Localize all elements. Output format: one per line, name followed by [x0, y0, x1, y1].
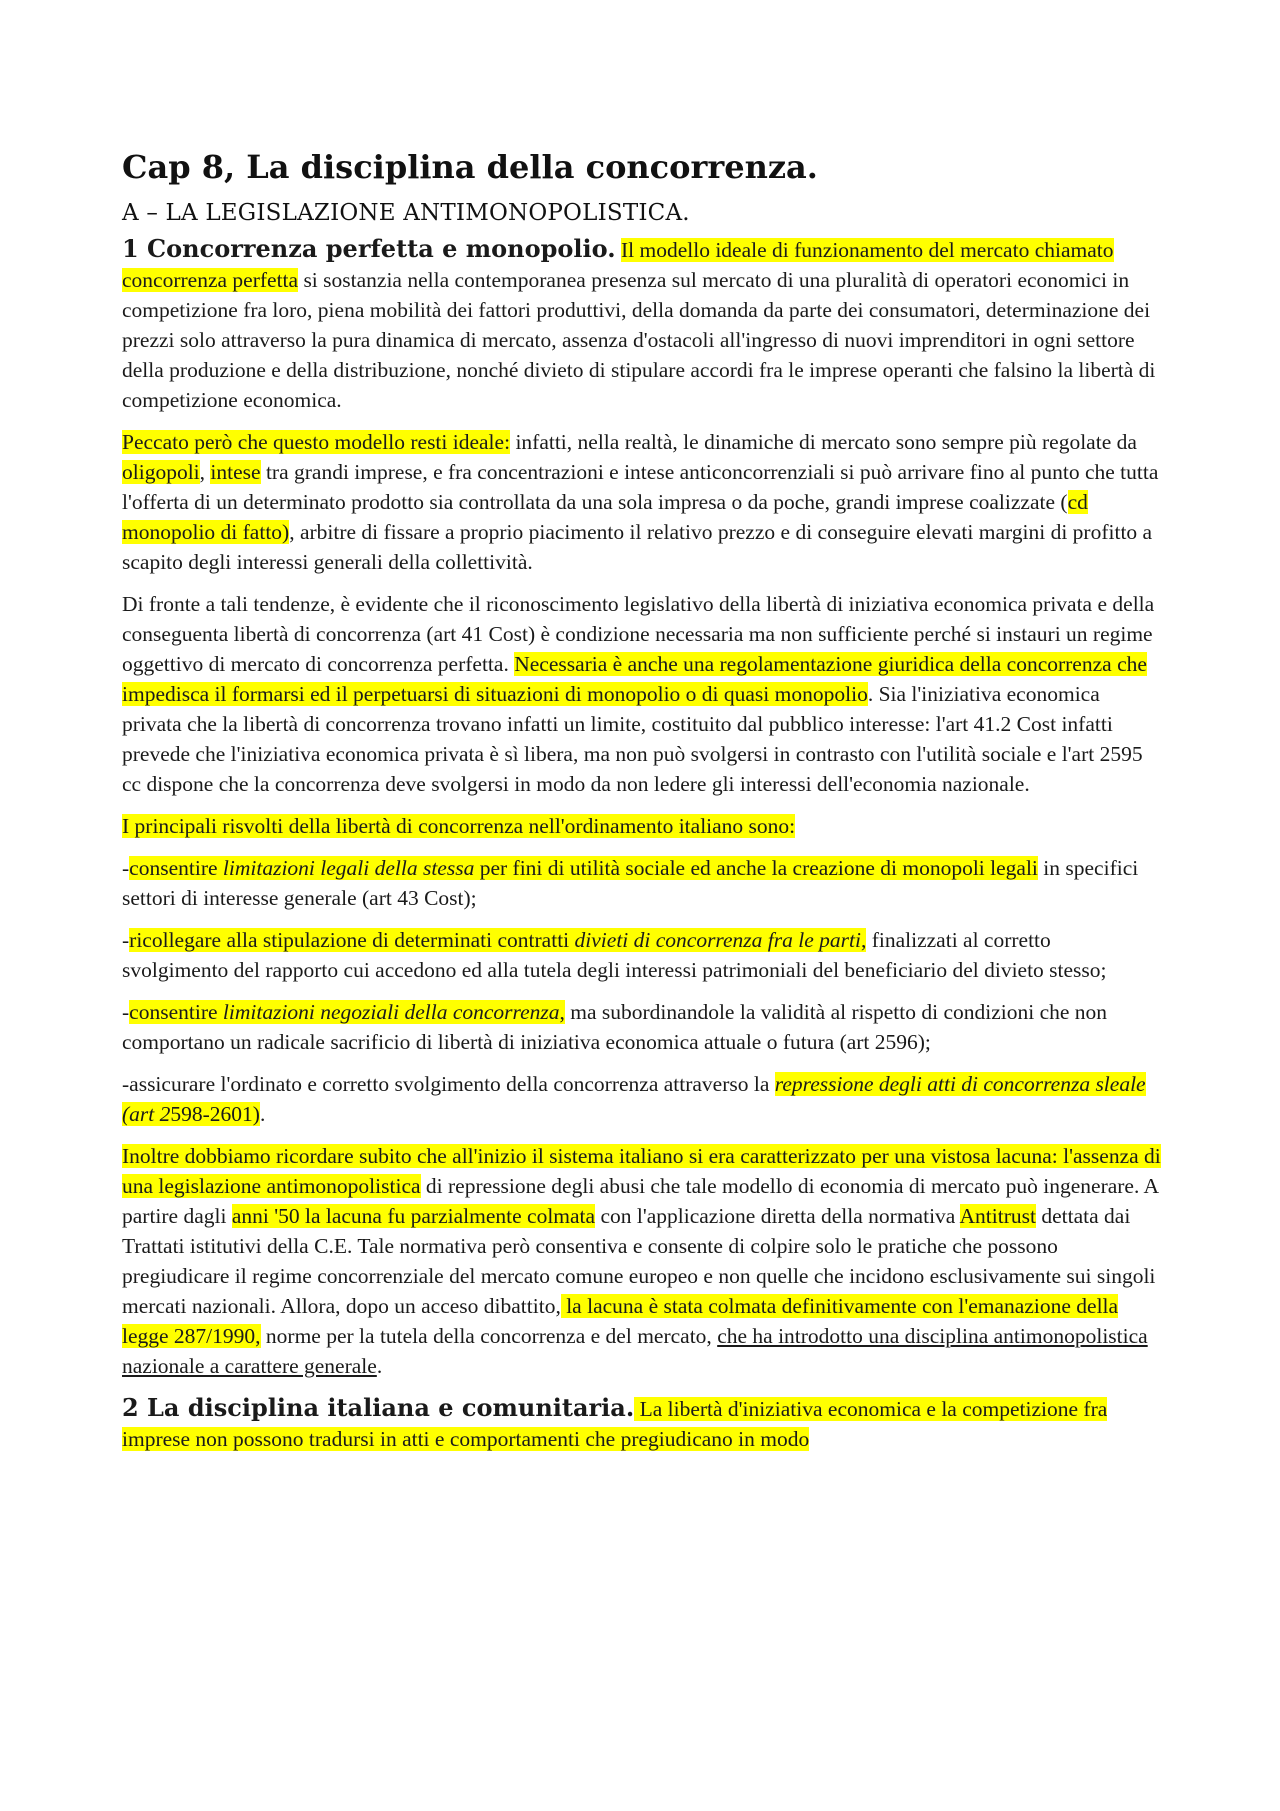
paragraph-5 — [122, 1141, 1162, 1381]
highlight-text: , — [860, 928, 867, 952]
highlight — [129, 928, 866, 952]
body-text: . Sia l'iniziativa economica privata che la libertà di concorrenza trovano infatti un limite, costituito dal pubblico interesse: l'art 41.2 Cost infatti prevede che l'iniziativa economica privata è sì libera, ma non può svolgersi in contrasto con l'utilità sociale e l'art 2595 cc dispone che la concorrenza deve svolgersi in modo da non ledere gli interessi dell'economia nazionale. — [122, 682, 1143, 796]
body-text: , — [199, 460, 211, 484]
highlight: Antitrust — [959, 1204, 1036, 1228]
dash: - — [122, 1000, 130, 1024]
body-text: dettata dai Trattati istitutivi della C.E. Tale normativa però consentiva e consente di colpire solo le pratiche che possono pregiudicare il regime concorrenziale del mercato comune europeo e non quelle che incidono esclusivamente sui singoli mercati nazionali. Allora, dopo un acceso dibattito, — [122, 1204, 1156, 1318]
body-text: si sostanzia nella contemporanea presenza sul mercato di una pluralità di operatori economici in competizione fra loro, piena mobilità dei fattori produttivi, della domanda da parte dei consumatori, determinazione dei prezzi solo attraverso la pura dinamica di mercato, assenza d'ostacoli all'ingresso di nuovi imprenditori in ogni settore della produzione e della distribuzione, nonché divieto di stipulare accordi fra le imprese operanti che falsino la libertà di competizione economica. — [122, 268, 1156, 412]
underlined-text: che ha introdotto una disciplina antimonopolistica nazionale a carattere generale — [122, 1324, 1148, 1378]
highlight-italic: divieti di concorrenza fra le parti — [574, 928, 861, 952]
list-item-1 — [122, 853, 1162, 913]
list-item-2 — [122, 925, 1162, 985]
highlight-italic: limitazioni legali della stessa — [222, 856, 475, 880]
body-text: norme per la tutela della concorrenza e del mercato, — [260, 1324, 718, 1348]
body-text: di repressione degli abusi che tale modello di economia di mercato può ingenerare. A partire dagli — [122, 1174, 1158, 1228]
body-text: finalizzati al corretto svolgimento del rapporto cui accedono ed alla tutela degli interessi patrimoniali del beneficiario del divieto stesso; — [122, 928, 1107, 982]
dash: - — [122, 928, 130, 952]
highlight-text: consentire — [129, 1000, 223, 1024]
subheading-2: 2 La disciplina italiana e comunitaria. — [122, 1393, 635, 1422]
highlight — [129, 856, 1038, 880]
highlight: Peccato però che questo modello resti ideale: — [122, 430, 511, 454]
highlight-text: , — [559, 1000, 565, 1024]
highlight-italic: limitazioni negoziali della concorrenza — [222, 1000, 560, 1024]
highlight: I principali risvolti della libertà di concorrenza nell'ordinamento italiano sono: — [122, 814, 796, 838]
highlight: intese — [210, 460, 261, 484]
highlight-italic: repressione degli atti di concorrenza sleale (art 2 — [122, 1072, 1146, 1126]
highlight: Il modello ideale di funzionamento del mercato chiamato concorrenza perfetta — [122, 238, 1114, 292]
highlight: Necessaria è anche una regolamentazione giuridica della concorrenza che impedisca il formarsi ed il perpetuarsi di situazioni di monopolio o di quasi monopolio — [122, 652, 1147, 706]
body-text: infatti, nella realtà, le dinamiche di mercato sono sempre più regolate da — [510, 430, 1137, 454]
list-item-4 — [122, 1069, 1162, 1129]
highlight-text: per fini di utilità sociale ed anche la creazione di monopoli legali — [474, 856, 1038, 880]
body-text: . — [259, 1102, 266, 1126]
chapter-title: Cap 8, La disciplina della concorrenza. — [122, 148, 818, 186]
highlight: oligopoli — [122, 460, 200, 484]
paragraph-6 — [122, 1393, 1162, 1454]
section-heading: A – LA LEGISLAZIONE ANTIMONOPOLISTICA. — [122, 200, 690, 226]
highlight-text: 598-2601) — [170, 1102, 260, 1126]
body-text: , arbitre di fissare a proprio piacimento il relativo prezzo e di conseguire elevati margini di profitto a scapito degli interessi generali della collettività. — [122, 520, 1153, 574]
highlight: Inoltre dobbiamo ricordare subito che all'inizio il sistema italiano si era caratterizzato per una vistosa lacuna: l'assenza di una legislazione antimonopolistica — [122, 1144, 1161, 1198]
highlight: cd monopolio di fatto) — [122, 490, 1088, 544]
body-text: -assicurare l'ordinato e corretto svolgimento della concorrenza attraverso la — [122, 1072, 775, 1096]
body-text: . — [376, 1354, 383, 1378]
body-text: Di fronte a tali tendenze, è evidente che il riconoscimento legislativo della libertà di iniziativa economica privata e della conseguenta libertà di concorrenza (art 41 Cost) è condizione necessaria ma non sufficiente perché si instauri un regime oggettivo di mercato di concorrenza perfetta. — [122, 592, 1155, 676]
highlight — [129, 1000, 565, 1024]
body-text: tra grandi imprese, e fra concentrazioni e intese anticoncorrenziali si può arrivare fino al punto che tutta l'offerta di un determinato prodotto sia controllata da una sola impresa o da poche, grandi imprese coalizzate ( — [122, 460, 1159, 514]
highlight: La libertà d'iniziativa economica e la competizione fra imprese non possono tradursi in atti e comportamenti che pregiudicano in modo — [122, 1397, 1108, 1451]
paragraph-2 — [122, 427, 1162, 577]
body-text: ma subordinandole la validità al rispetto di condizioni che non comportano un radicale sacrificio di libertà di iniziativa economica attuale o futura (art 2596); — [122, 1000, 1108, 1054]
document-page — [122, 146, 1162, 1466]
highlight-text: ricollegare alla stipulazione di determinati contratti — [129, 928, 575, 952]
highlight-text: consentire — [129, 856, 223, 880]
highlight: anni '50 la lacuna fu parzialmente colmata — [231, 1204, 596, 1228]
paragraph-3 — [122, 589, 1162, 799]
paragraph-4 — [122, 811, 1162, 841]
paragraph-1 — [122, 234, 1162, 415]
highlight: la lacuna è stata colmata definitivamente con l'emanazione della legge 287/1990, — [122, 1294, 1119, 1348]
dash: - — [122, 856, 130, 880]
subheading-1: 1 Concorrenza perfetta e monopolio. — [122, 234, 616, 263]
body-text: in specifici settori di interesse generale (art 43 Cost); — [122, 856, 1139, 910]
body-text: con l'applicazione diretta della normativa — [595, 1204, 960, 1228]
list-item-3 — [122, 997, 1162, 1057]
